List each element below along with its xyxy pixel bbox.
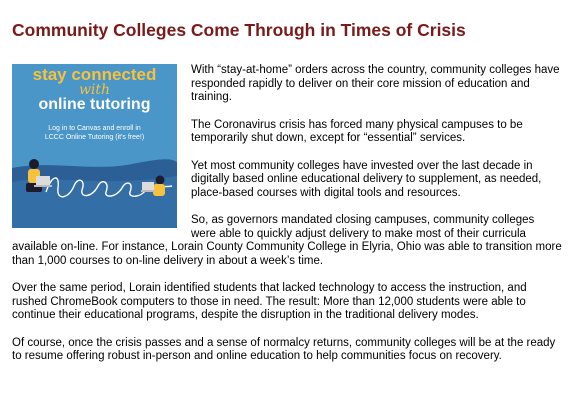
- article-body: [12, 64, 562, 378]
- online-tutoring-promo-image: [12, 64, 177, 228]
- paragraph: So, as governors mandated closing campuses, community colleges were able to quickly adjust delivery to make most of their curricula available on-line. For instance, Lorain County Community College in Elyria, Ohio was able to transition more than 1,000 courses to on-line delivery in about a week’s time.: [12, 214, 562, 267]
- promo-headline: stay connected: [32, 65, 157, 84]
- promo-instructions: [12, 124, 177, 142]
- paragraph: Yet most community colleges have invested over the last decade in digitally based online educational delivery to supplement, as needed, place-based courses with digital tools and resources.: [191, 159, 542, 199]
- paragraph: Over the same period, Lorain identified students that lacked technology to access the instruction, and rushed ChromeBook computers to those in need. The result: More than 12,000 students were able to continue their educational programs, despite the disruption in the traditional delivery modes.: [12, 282, 527, 321]
- promo-subject: online tutoring: [38, 96, 151, 113]
- promo-instructions-line-2: LCCC Online Tutoring (it's free!): [44, 134, 145, 141]
- article-title: Community Colleges Come Through in Times of Crisis: [12, 20, 466, 40]
- paragraph: The Coronavirus crisis has forced many physical campuses to be temporarily shut down, except for “essential” services.: [191, 118, 523, 144]
- promo-instructions-line-1: Log in to Canvas and enroll in: [48, 125, 141, 132]
- promo-connector: with: [78, 82, 111, 98]
- paragraph: Of course, once the crisis passes and a sense of normalcy returns, community colleges will be at the ready to resume offering robust in-person and online education to help communities focus on recovery.: [12, 336, 556, 362]
- paragraph: With “stay-at-home” orders across the country, community colleges have responded rapidly to deliver on their core mission of education and training.: [191, 64, 560, 103]
